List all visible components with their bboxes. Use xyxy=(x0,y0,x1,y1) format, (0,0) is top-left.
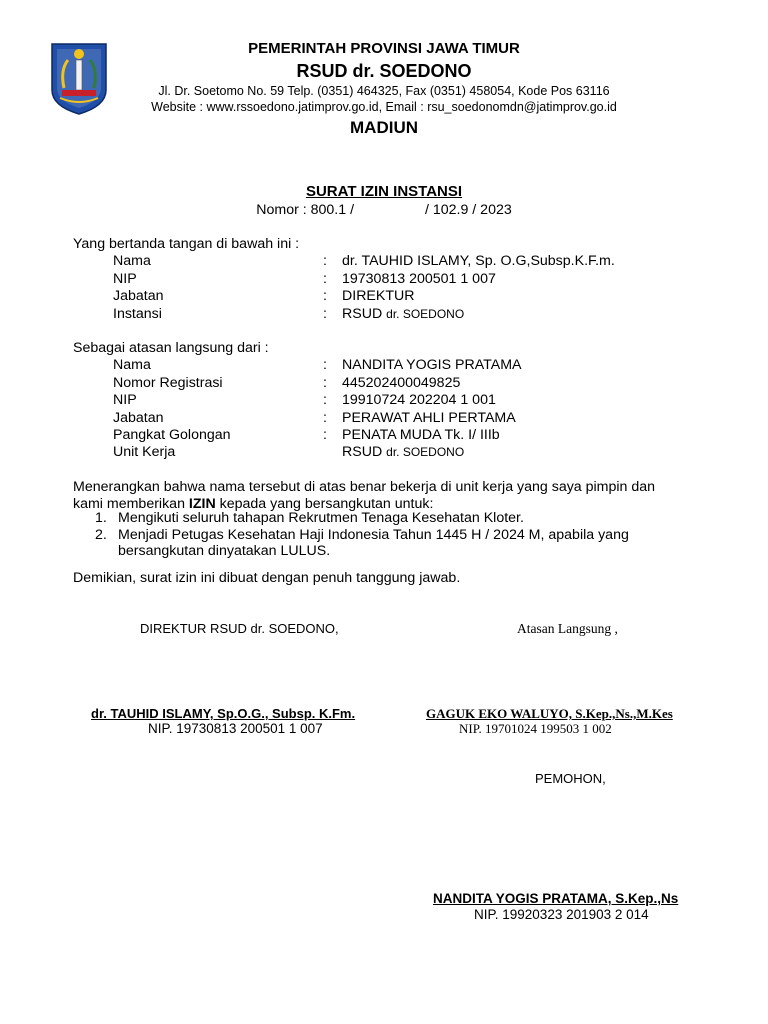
section1-intro: Yang bertanda tangan di bawah ini : xyxy=(73,236,300,252)
statement-list: 1. Mengikuti seluruh tahapan Rekrutmen Tenaga Kesehatan Kloter. 2. Menjadi Petugas Kesehatan Haji Indonesia Tahun 1445 H / 2024 M, apabila yang bersangkutan dinyatakan LULUS. xyxy=(95,510,629,559)
statement-line2: kami memberikan IZIN kepada yang bersangkutan untuk: xyxy=(73,496,434,512)
applicant-title: PEMOHON, xyxy=(535,771,606,786)
letter-title: SURAT IZIN INSTANSI xyxy=(305,183,463,200)
director-nip: NIP. 19730813 200501 1 007 xyxy=(148,721,323,736)
applicant-nip: NIP. 19920323 201903 2 014 xyxy=(474,907,649,922)
header-city: MADIUN xyxy=(350,118,418,137)
header-website: Website : www.rssoedono.jatimprov.go.id, Email : rsu_soedonomdn@jatimprov.go.id xyxy=(151,100,617,114)
director-name: dr. TAUHID ISLAMY, Sp.O.G., Subsp. K.Fm. xyxy=(91,706,356,721)
closing-text: Demikian, surat izin ini dibuat dengan penuh tanggung jawab. xyxy=(73,570,461,586)
header-government: PEMERINTAH PROVINSI JAWA TIMUR xyxy=(248,40,520,57)
header-hospital-name: RSUD dr. SOEDONO xyxy=(296,61,472,81)
statement-line1: Menerangkan bahwa nama tersebut di atas benar bekerja di unit kerja yang saya pimpin dan xyxy=(73,479,656,495)
director-title: DIREKTUR RSUD dr. SOEDONO, xyxy=(140,621,339,636)
supervisor-name: GAGUK EKO WALUYO, S.Kep.,Ns.,M.Kes xyxy=(426,706,673,721)
section2-intro: Sebagai atasan langsung dari : xyxy=(73,340,269,356)
applicant-name: NANDITA YOGIS PRATAMA, S.Kep.,Ns xyxy=(433,891,679,906)
letter-number: Nomor : 800.1 / / 102.9 / 2023 xyxy=(256,202,512,218)
header-address: Jl. Dr. Soetomo No. 59 Telp. (0351) 464325, Fax (0351) 458054, Kode Pos 63116 xyxy=(158,84,610,98)
supervisor-title: Atasan Langsung , xyxy=(517,621,618,636)
supervisor-nip: NIP. 19701024 199503 1 002 xyxy=(459,721,612,736)
